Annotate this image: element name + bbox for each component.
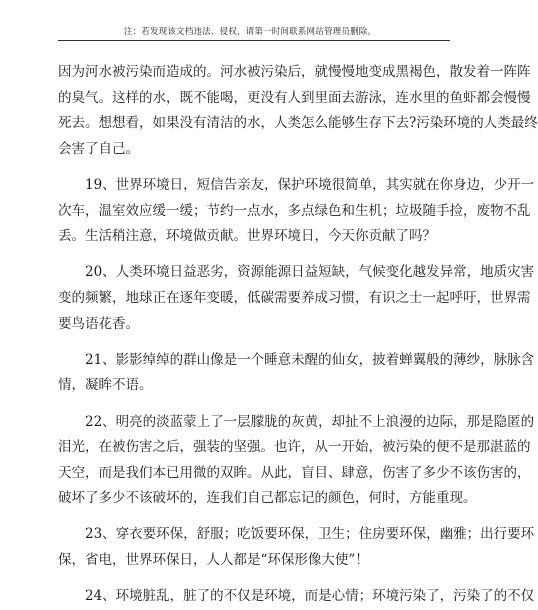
text-line: 因为河水被污染而造成的。河水被污染后，就慢慢地变成黑褐色，散发着一阵阵 [58, 64, 531, 80]
text-line: 20、人类环境日益恶劣，资源能源日益短缺，气候变化越发异常，地质灾害 [85, 264, 535, 281]
header-divider [58, 40, 450, 41]
text-line: 丢。生活稍注意，环境做贡献。世界环境日，今天你贡献了吗？ [58, 228, 436, 245]
text-line: 要鸟语花香。 [58, 315, 139, 332]
text-line: 情，凝眸不语。 [58, 377, 153, 394]
paragraph [58, 348, 535, 399]
paragraph [58, 260, 535, 337]
text-line: 19、世界环境日，短信告亲友，保护环境很简单，其实就在你身边，少开一 [85, 176, 535, 193]
document-body [58, 60, 538, 610]
text-line: 24、环境脏乱，脏了的不仅是环境，而是心情；环境污染了，污染了的不仅 [85, 588, 535, 605]
page-header [0, 0, 500, 44]
text-line: 次车，温室效应缓一缓；节约一点水，多点绿色和生机；垃圾随手捡，废物不乱 [58, 202, 531, 219]
text-line: 死去。想想看，如果没有清洁的水，人类怎么能够生存下去?污染环境的人类最终 [58, 115, 538, 132]
text-line: 泪光，在被伤害之后，强装的坚强。也许，从一开始，被污染的便不是那湛蓝的 [58, 439, 531, 456]
text-line: 23、穿衣要环保，舒服；吃饭要环保，卫生；住房要环保，幽雅；出行要环 [85, 526, 535, 543]
text-line: 22、明亮的淡蓝蒙上了一层朦胧的灰黄，却扯不上浪漫的边际，那是隐匿的 [85, 413, 535, 430]
paragraph [58, 173, 535, 250]
paragraph [58, 410, 535, 512]
paragraph [58, 522, 535, 573]
text-line: 破坏了多少不该破坏的，连我们自己都忘记的颜色，何时，方能重现。 [58, 490, 477, 507]
copyright-notice: 注：若发现该文档违法、侵权，请第一时间联系网站管理员删除。 [123, 27, 377, 37]
text-line: 21、影影绰绰的群山像是一个睡意未醒的仙女，披着蝉翼般的薄纱，脉脉含 [85, 351, 535, 368]
text-line: 会害了自己。 [58, 140, 139, 157]
text-line: 的臭气。这样的水，既不能喝，更没有人到里面去游泳，连水里的鱼虾都会慢慢 [58, 89, 531, 106]
paragraph [58, 60, 538, 162]
paragraph [58, 584, 535, 610]
text-line: 变的频繁，地球正在逐年变暖，低碳需要养成习惯，有识之士一起呼吁，世界需 [58, 289, 531, 306]
text-line: 天空，而是我们本已用微的双眸。从此，盲目、肆意，伤害了多少不该伤害的， [58, 464, 531, 481]
text-line: 保，省电，世界环保日，人人都是“环保形像大使”！ [58, 552, 369, 569]
